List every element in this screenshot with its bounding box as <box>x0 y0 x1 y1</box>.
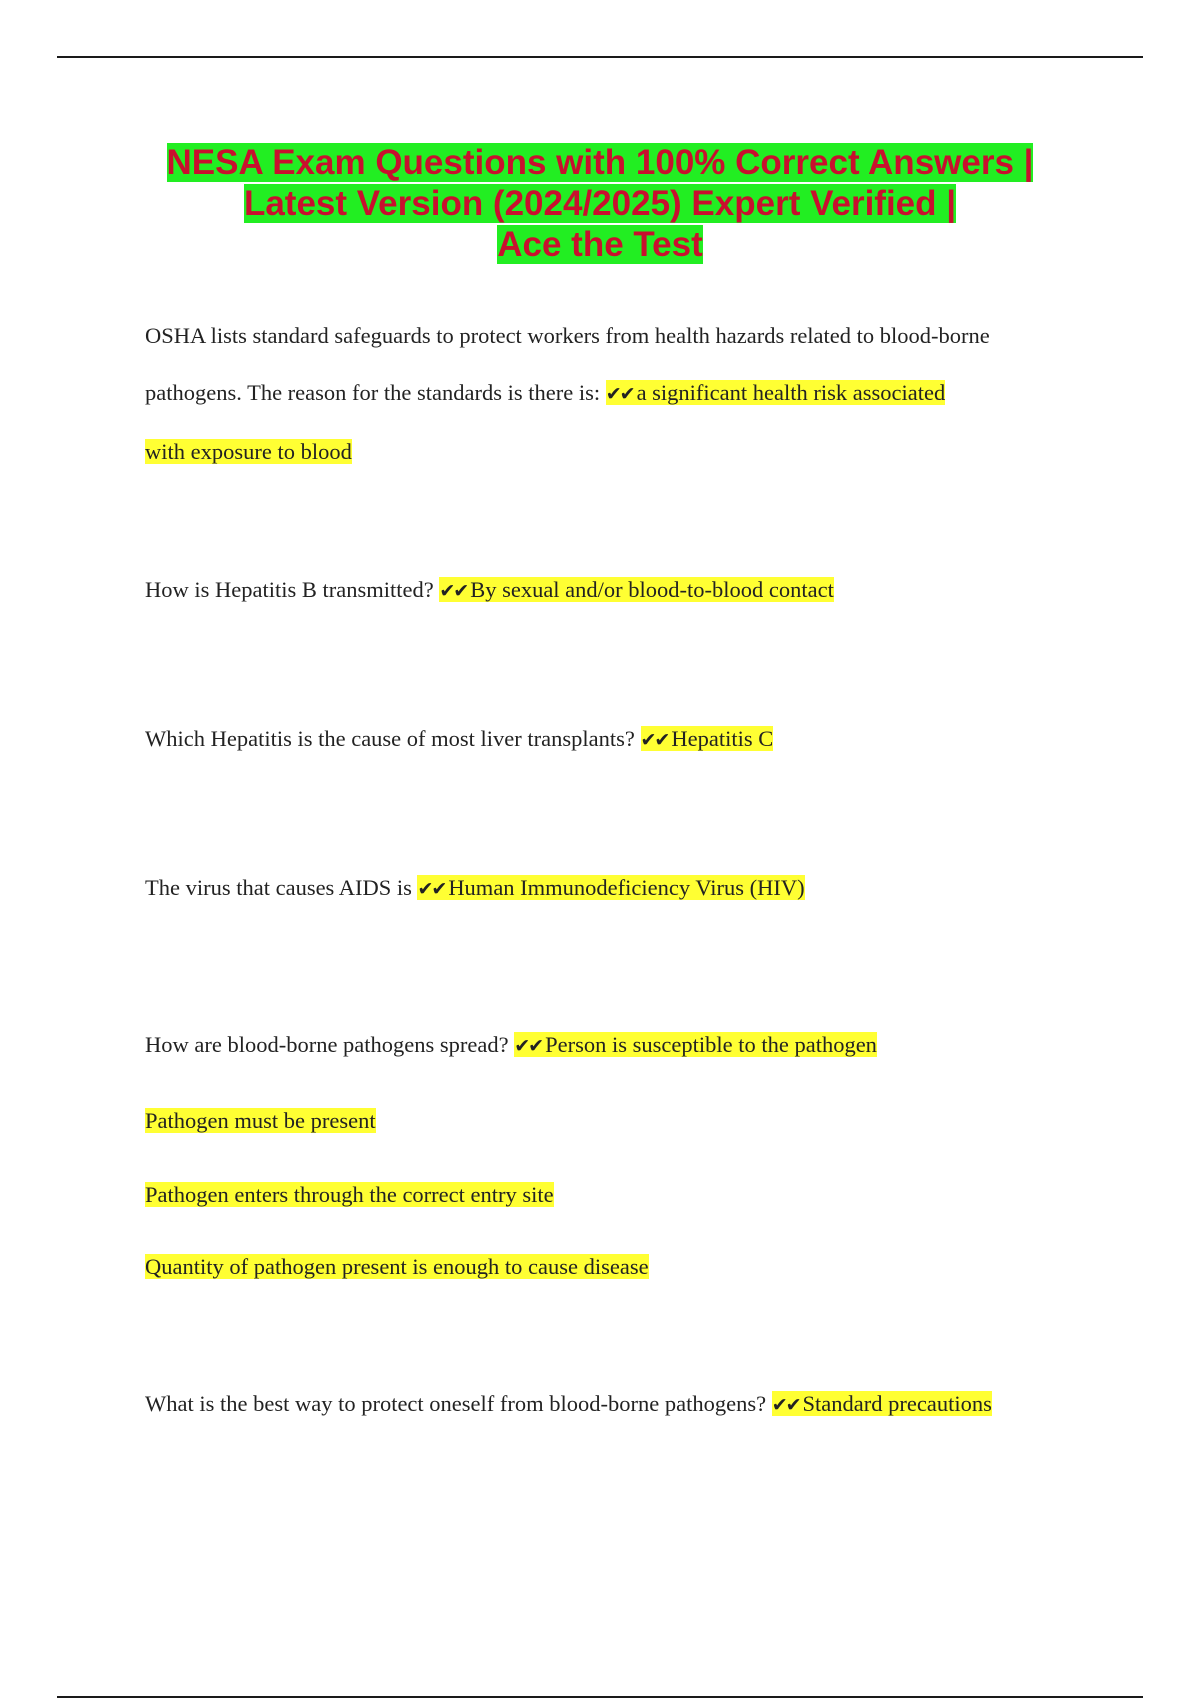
bottom-rule <box>57 1696 1143 1698</box>
qa-item-osha <box>145 307 1075 480</box>
answer-line: Pathogen enters through the correct entry site <box>145 1182 554 1207</box>
double-check-icon: ✔✔ <box>514 1035 543 1057</box>
title-line-1: NESA Exam Questions with 100% Correct Answers | <box>166 143 1034 182</box>
qa-item-liver-transplants <box>145 710 1075 769</box>
question-text: pathogens. The reason for the standards is there is: <box>145 380 601 405</box>
qa-item-hepatitis-b <box>145 561 1075 620</box>
title-line-2: Latest Version (2024/2025) Expert Verified | <box>243 184 957 223</box>
question-text: How is Hepatitis B transmitted? <box>145 577 434 602</box>
answer-highlight <box>606 380 946 405</box>
answer-line: Pathogen must be present <box>145 1108 376 1133</box>
answer-text: Person is susceptible to the pathogen <box>545 1032 877 1057</box>
question-text: What is the best way to protect oneself from blood-borne pathogens? <box>145 1391 767 1416</box>
answer-text: Human Immunodeficiency Virus (HIV) <box>448 875 805 900</box>
double-check-icon: ✔✔ <box>439 580 468 602</box>
answer-highlight <box>439 577 834 602</box>
answer-highlight <box>417 875 804 900</box>
question-text: How are blood-borne pathogens spread? <box>145 1032 509 1057</box>
double-check-icon: ✔✔ <box>417 878 446 900</box>
question-text: OSHA lists standard safeguards to protect workers from health hazards related to blood-borne <box>145 323 990 348</box>
question-text: Which Hepatitis is the cause of most liver transplants? <box>145 726 635 751</box>
double-check-icon: ✔✔ <box>640 729 669 751</box>
answer-text: By sexual and/or blood-to-blood contact <box>470 577 834 602</box>
answer-text: with exposure to blood <box>145 439 352 464</box>
answer-highlight <box>641 726 774 751</box>
qa-item-protection <box>145 1375 1075 1434</box>
answer-highlight <box>772 1391 992 1416</box>
answer-text: a significant health risk associated <box>636 380 946 405</box>
document-title <box>100 142 1100 265</box>
top-rule <box>57 56 1143 58</box>
answer-text: Hepatitis C <box>671 726 774 751</box>
double-check-icon: ✔✔ <box>771 1394 800 1416</box>
qa-item-pathogen-spread <box>145 1009 1075 1304</box>
question-text: The virus that causes AIDS is <box>145 875 412 900</box>
answer-text: Standard precautions <box>802 1391 992 1416</box>
double-check-icon: ✔✔ <box>605 383 634 405</box>
answer-highlight <box>514 1032 877 1057</box>
qa-item-aids-virus <box>145 859 1075 918</box>
title-line-3: Ace the Test <box>497 225 703 264</box>
answer-line: Quantity of pathogen present is enough to cause disease <box>145 1254 649 1279</box>
